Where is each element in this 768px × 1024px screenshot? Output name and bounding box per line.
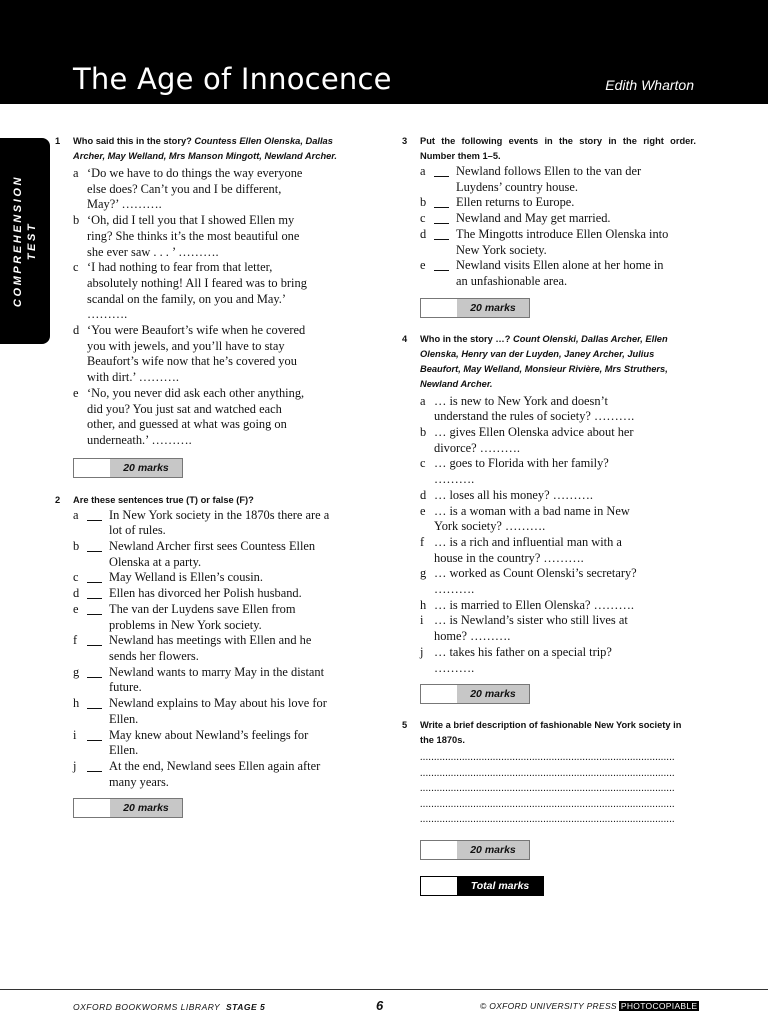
marks-label: 20 marks bbox=[457, 299, 529, 317]
answer-blank[interactable] bbox=[87, 614, 102, 615]
answer-blank[interactable] bbox=[87, 598, 102, 599]
item-text-line: ………. bbox=[434, 472, 475, 487]
item-text-line: ‘You were Beaufort’s wife when he covered bbox=[87, 323, 306, 338]
item-text-line: The van der Luydens save Ellen from bbox=[109, 601, 296, 616]
item-label: d bbox=[420, 226, 427, 241]
answer-blank[interactable] bbox=[87, 645, 102, 646]
total-marks-box bbox=[420, 876, 544, 896]
q4-item-j bbox=[420, 644, 696, 676]
item-text-line: ‘Do we have to do things the way everyone bbox=[87, 166, 303, 180]
item-text-line: ‘No, you never did ask each other anything, bbox=[87, 385, 305, 400]
item-label: b bbox=[73, 213, 80, 228]
item-label: i bbox=[73, 727, 77, 742]
item-text-line: Luydens’ country house. bbox=[456, 179, 578, 194]
q2-item-a bbox=[73, 507, 363, 539]
item-text-line: Ellen. bbox=[109, 743, 139, 758]
item-label: c bbox=[420, 456, 426, 471]
q3-item-e bbox=[420, 258, 696, 289]
item-label: d bbox=[73, 586, 80, 601]
q2-item-g bbox=[73, 664, 363, 696]
item-text-line: Ellen. bbox=[109, 711, 139, 726]
answer-blank[interactable] bbox=[87, 582, 102, 583]
item-label: i bbox=[420, 613, 424, 628]
item-text-line: ‘I had nothing to fear from that letter, bbox=[87, 260, 273, 275]
side-tab-line2: TEST bbox=[26, 221, 38, 261]
item-label: d bbox=[420, 487, 427, 502]
marks-input[interactable] bbox=[421, 299, 457, 317]
answer-blank[interactable] bbox=[434, 176, 449, 177]
item-text-line: did you? You just sat and watched each bbox=[87, 401, 282, 416]
question-4-items bbox=[420, 393, 696, 677]
q4-item-g bbox=[420, 566, 696, 597]
total-marks-input[interactable] bbox=[421, 877, 457, 895]
question-text: Write a brief description of fashionable New York society in the 1870s. bbox=[420, 720, 682, 746]
q4-item-c bbox=[420, 456, 696, 487]
page-number: 6 bbox=[376, 998, 384, 1013]
item-text-line: New York society. bbox=[456, 242, 547, 257]
item-label: f bbox=[420, 534, 425, 549]
item-label: h bbox=[420, 597, 427, 612]
side-tab-line1: COMPREHENSION bbox=[12, 174, 24, 308]
item-text-line: problems in New York society. bbox=[109, 617, 262, 632]
answer-blank[interactable] bbox=[87, 740, 102, 741]
question-2-prompt bbox=[55, 493, 363, 508]
item-label: a bbox=[420, 164, 426, 178]
item-text-line: ………. bbox=[434, 582, 475, 597]
item-text-line: … is new to New York and doesn’t bbox=[434, 393, 608, 408]
footer-copyright bbox=[480, 1001, 699, 1011]
total-marks-label: Total marks bbox=[457, 877, 543, 895]
q2-item-h bbox=[73, 696, 363, 727]
question-2-items bbox=[73, 507, 363, 791]
item-text-line: … worked as Count Olenski’s secretary? bbox=[434, 566, 637, 581]
question-number: 4 bbox=[402, 333, 408, 344]
q4-item-b bbox=[420, 425, 696, 456]
answer-lines[interactable] bbox=[420, 750, 696, 828]
item-text-line: Newland Archer first sees Countess Ellen bbox=[109, 539, 316, 554]
q1-item-d bbox=[73, 323, 363, 386]
item-text-line: ‘Oh, did I tell you that I showed Ellen my bbox=[87, 213, 295, 228]
item-text-line: future. bbox=[109, 680, 142, 695]
photocopiable-badge: PHOTOCOPIABLE bbox=[620, 1001, 698, 1011]
marks-label: 20 marks bbox=[110, 799, 182, 817]
item-text-line: … goes to Florida with her family? bbox=[434, 456, 609, 471]
item-text-line: … is married to Ellen Olenska? ………. bbox=[434, 597, 634, 612]
item-text-line: ring? She thinks it’s the most beautiful one bbox=[87, 228, 300, 243]
item-label: j bbox=[420, 644, 424, 659]
q4-item-i bbox=[420, 613, 696, 644]
answer-blank[interactable] bbox=[87, 771, 102, 772]
item-text-line: house in the country? ………. bbox=[434, 550, 584, 565]
item-text-line: Newland follows Ellen to the van der bbox=[456, 164, 642, 178]
item-text-line: At the end, Newland sees Ellen again after bbox=[109, 758, 321, 773]
marks-label: 20 marks bbox=[110, 459, 182, 477]
author-name: Edith Wharton bbox=[605, 77, 694, 93]
marks-box-4 bbox=[420, 684, 530, 704]
item-text-line: else does? Can’t you and I be different, bbox=[87, 181, 282, 196]
q3-item-c bbox=[420, 211, 696, 227]
item-text-line: an unfashionable area. bbox=[456, 273, 568, 288]
item-text-line: divorce? ………. bbox=[434, 440, 521, 455]
answer-blank[interactable] bbox=[434, 223, 449, 224]
q4-item-f bbox=[420, 534, 696, 566]
item-text-line: home? ………. bbox=[434, 629, 511, 644]
answer-line[interactable]: ........................................................................................... bbox=[420, 798, 675, 810]
item-text-line: May?’ ………. bbox=[87, 197, 162, 212]
footer-stage: STAGE 5 bbox=[225, 1002, 266, 1012]
item-text-line: other, and guessed at what was going on bbox=[87, 417, 287, 432]
item-label: b bbox=[73, 539, 80, 554]
item-text-line: she ever saw . . . ’ ………. bbox=[87, 244, 219, 259]
answer-line[interactable]: ........................................................................................... bbox=[420, 783, 675, 795]
question-5-prompt bbox=[402, 718, 696, 748]
right-column bbox=[402, 134, 696, 896]
item-label: g bbox=[420, 566, 427, 581]
item-text-line: absolutely nothing! All I feared was to bring bbox=[87, 275, 307, 290]
q4-item-h bbox=[420, 597, 696, 614]
item-text-line: Newland has meetings with Ellen and he bbox=[109, 633, 312, 648]
item-text-line: ………. bbox=[434, 660, 475, 675]
question-names: Countess Ellen Olenska, Dallas Archer, May Welland, Mrs Manson Mingott, Newland Archer. bbox=[73, 136, 337, 161]
q2-item-b bbox=[73, 539, 363, 570]
question-number: 3 bbox=[402, 136, 408, 146]
item-text-line: understand the rules of society? ………. bbox=[434, 409, 635, 424]
item-label: e bbox=[420, 258, 426, 273]
question-3-items bbox=[420, 164, 696, 290]
q1-item-e bbox=[73, 385, 363, 449]
left-column bbox=[55, 134, 363, 818]
item-text-line: … is Newland’s sister who still lives at bbox=[434, 613, 628, 628]
q1-item-b bbox=[73, 213, 363, 260]
question-1-items bbox=[73, 166, 363, 449]
q2-item-d bbox=[73, 586, 363, 602]
item-text-line: sends her flowers. bbox=[109, 648, 199, 663]
item-text-line: lot of rules. bbox=[109, 523, 166, 538]
item-label: c bbox=[73, 260, 79, 275]
q2-item-i bbox=[73, 727, 363, 759]
item-text-line: ………. bbox=[87, 307, 128, 322]
item-label: c bbox=[73, 570, 79, 585]
item-text-line: Newland explains to May about his love for bbox=[109, 696, 327, 711]
item-text-line: scandal on the family, on you and May.’ bbox=[87, 291, 286, 306]
footer-divider bbox=[0, 989, 768, 990]
item-label: e bbox=[73, 385, 79, 400]
marks-input[interactable] bbox=[421, 685, 457, 703]
item-text-line: York society? ………. bbox=[434, 519, 546, 534]
answer-blank[interactable] bbox=[434, 270, 449, 271]
marks-input[interactable] bbox=[74, 459, 110, 477]
marks-box-3 bbox=[420, 298, 530, 318]
question-number: 5 bbox=[402, 720, 408, 731]
item-text-line: … is a rich and influential man with a bbox=[434, 534, 622, 549]
item-label: b bbox=[420, 195, 427, 210]
q2-item-e bbox=[73, 601, 363, 633]
item-text-line: The Mingotts introduce Ellen Olenska into bbox=[456, 226, 669, 241]
item-text-line: Olenska at a party. bbox=[109, 554, 202, 569]
question-text: Who in the story …? bbox=[420, 333, 511, 344]
marks-input[interactable] bbox=[421, 841, 457, 859]
item-text-line: Newland visits Ellen alone at her home in bbox=[456, 258, 664, 273]
item-label: a bbox=[73, 166, 79, 180]
item-text-line: In New York society in the 1870s there are a bbox=[109, 507, 330, 522]
answer-line[interactable]: ........................................................................................... bbox=[420, 814, 675, 826]
q3-item-a bbox=[420, 164, 696, 195]
item-text-line: Newland and May get married. bbox=[456, 211, 611, 226]
item-text-line: Newland wants to marry May in the distant bbox=[109, 664, 325, 679]
item-label: e bbox=[420, 503, 426, 518]
q3-item-b bbox=[420, 195, 696, 211]
marks-label: 20 marks bbox=[457, 685, 529, 703]
item-label: j bbox=[73, 758, 77, 773]
q1-item-c bbox=[73, 260, 363, 323]
item-text-line: May Welland is Ellen’s cousin. bbox=[109, 570, 263, 585]
page-header bbox=[0, 0, 768, 104]
question-3-prompt bbox=[402, 134, 696, 164]
item-text-line: Beaufort’s wife now that he’s covered you bbox=[87, 354, 297, 369]
question-4-prompt bbox=[402, 332, 696, 392]
answer-blank[interactable] bbox=[434, 207, 449, 208]
footer-series bbox=[73, 1002, 265, 1012]
answer-blank[interactable] bbox=[87, 520, 102, 521]
item-label: a bbox=[420, 393, 426, 408]
answer-blank[interactable] bbox=[87, 677, 102, 678]
marks-box-2 bbox=[73, 798, 183, 818]
item-text-line: Ellen returns to Europe. bbox=[456, 195, 575, 210]
marks-box-5 bbox=[420, 840, 530, 860]
item-label: e bbox=[73, 601, 79, 616]
question-text: Put the following events in the story in the right order. Number them 1–5. bbox=[420, 136, 696, 161]
item-label: d bbox=[73, 323, 80, 338]
q2-item-f bbox=[73, 633, 363, 664]
item-text-line: … loses all his money? ………. bbox=[434, 487, 593, 502]
question-number: 1 bbox=[55, 136, 61, 146]
item-text-line: Ellen has divorced her Polish husband. bbox=[109, 586, 302, 601]
item-text-line: … gives Ellen Olenska advice about her bbox=[434, 425, 634, 440]
q4-item-e bbox=[420, 503, 696, 535]
q2-item-c bbox=[73, 570, 363, 586]
question-names: Count Olenski, Dallas Archer, Ellen Olenska, Henry van der Luyden, Janey Archer, Julius Beaufort, May Welland, Monsieur Rivière, Mrs Struthers, Newland Archer. bbox=[420, 333, 668, 389]
answer-blank[interactable] bbox=[434, 239, 449, 240]
marks-input[interactable] bbox=[74, 799, 110, 817]
item-text-line: … is a woman with a bad name in New bbox=[434, 503, 630, 518]
item-text-line: May knew about Newland’s feelings for bbox=[109, 727, 309, 742]
question-number: 2 bbox=[55, 494, 61, 505]
item-label: h bbox=[73, 696, 80, 711]
q4-item-d bbox=[420, 487, 696, 504]
marks-label: 20 marks bbox=[457, 841, 529, 859]
side-tab-label bbox=[11, 175, 39, 307]
item-text-line: underneath.’ ………. bbox=[87, 432, 192, 447]
item-text-line: many years. bbox=[109, 774, 169, 789]
item-text-line: with dirt.’ ………. bbox=[87, 370, 180, 385]
item-label: f bbox=[73, 633, 78, 648]
item-text-line: … takes his father on a special trip? bbox=[434, 644, 612, 659]
answer-blank[interactable] bbox=[87, 551, 102, 552]
item-label: g bbox=[73, 664, 80, 679]
footer-publisher: © OXFORD UNIVERSITY PRESS bbox=[480, 1001, 617, 1011]
q4-item-a bbox=[420, 393, 696, 425]
q2-item-j bbox=[73, 758, 363, 790]
question-1-prompt bbox=[55, 134, 363, 164]
answer-blank[interactable] bbox=[87, 708, 102, 709]
item-label: c bbox=[420, 211, 426, 226]
q1-item-a bbox=[73, 166, 363, 213]
item-label: a bbox=[73, 507, 79, 522]
question-text: Who said this in the story? bbox=[73, 136, 192, 146]
marks-box-1 bbox=[73, 458, 183, 478]
q3-item-d bbox=[420, 226, 696, 258]
page-title: The Age of Innocence bbox=[73, 62, 392, 96]
item-label: b bbox=[420, 425, 427, 440]
answer-line[interactable]: ........................................................................................... bbox=[420, 752, 675, 764]
item-text-line: you with jewels, and you’ll have to stay bbox=[87, 338, 285, 353]
footer-library: OXFORD BOOKWORMS LIBRARY bbox=[73, 1002, 221, 1012]
answer-line[interactable]: ........................................................................................... bbox=[420, 767, 675, 779]
question-text: Are these sentences true (T) or false (F)? bbox=[73, 494, 254, 505]
